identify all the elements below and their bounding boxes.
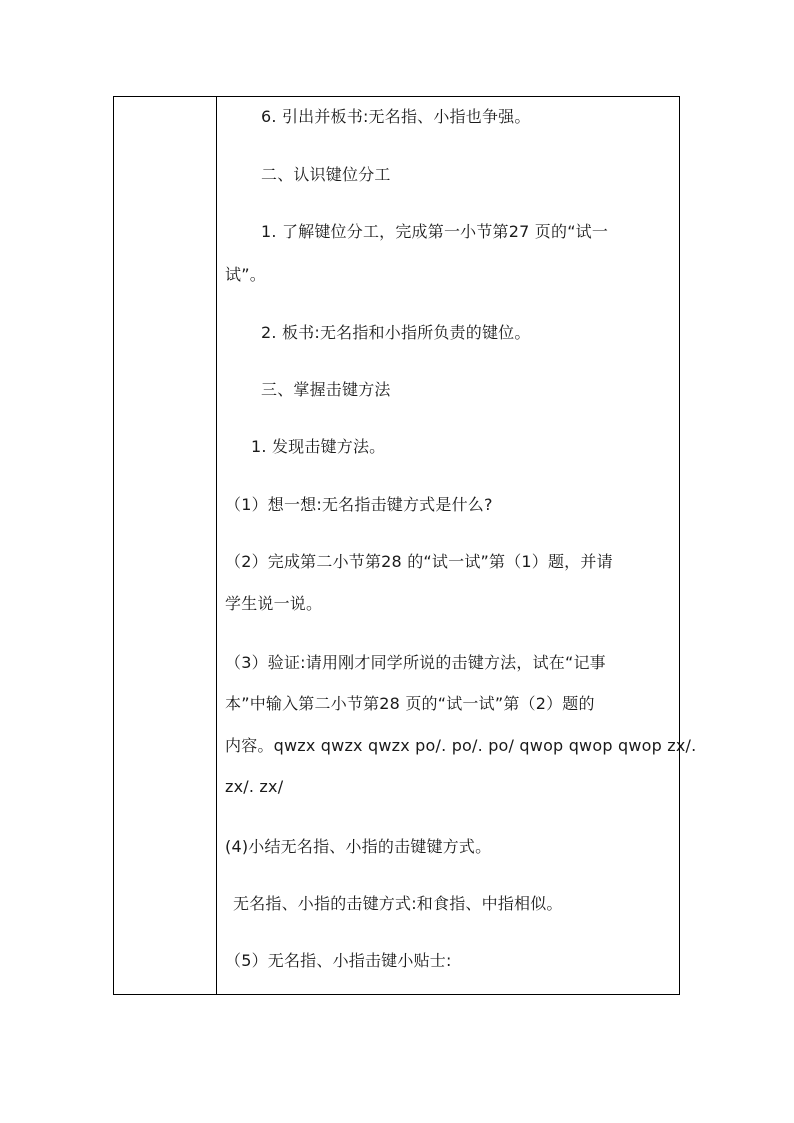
sub-item-1: （1）想一想:无名指击键方式是什么?	[225, 495, 493, 514]
sub-item-3-line-2: 本”中输入第二小节第28 页的“试一试”第（2）题的	[225, 694, 595, 713]
section-2-item-1-line-2: 试”。	[225, 265, 266, 284]
section-3-heading: 三、掌握击键方法	[261, 380, 391, 399]
sub-item-4: (4)小结无名指、小指的击键键方式。	[225, 837, 492, 856]
section-2-item-2: 2. 板书:无名指和小指所负责的键位。	[261, 323, 531, 342]
sub-item-3-line-1: （3）验证:请用刚才同学所说的击键方法，试在“记事	[225, 653, 606, 672]
section-2-heading: 二、认识键位分工	[261, 165, 391, 184]
sub-item-4-summary: 无名指、小指的击键方式:和食指、中指相似。	[233, 894, 563, 913]
lesson-content-cell	[225, 97, 697, 994]
step-6-board-writing: 6. 引出并板书:无名指、小指也争强。	[261, 107, 531, 126]
sub-item-2-line-2: 学生说一说。	[225, 594, 323, 613]
section-3-item-1: 1. 发现击键方法。	[251, 437, 386, 456]
sub-item-2-line-1: （2）完成第二小节第28 的“试一试”第（1）题，并请	[225, 552, 613, 571]
section-2-item-1-line-1: 1. 了解键位分工，完成第一小节第27 页的“试一	[261, 222, 609, 241]
sub-item-3-line-4: zx/. zx/	[225, 777, 284, 796]
column-divider	[216, 97, 217, 994]
lesson-plan-table	[113, 96, 697, 995]
left-empty-cell	[114, 97, 216, 994]
sub-item-3-line-3: 内容。qwzx qwzx qwzx po/. po/. po/ qwop qwop qwop zx/.	[225, 736, 697, 755]
sub-item-5: （5）无名指、小指击键小贴士:	[225, 951, 452, 970]
